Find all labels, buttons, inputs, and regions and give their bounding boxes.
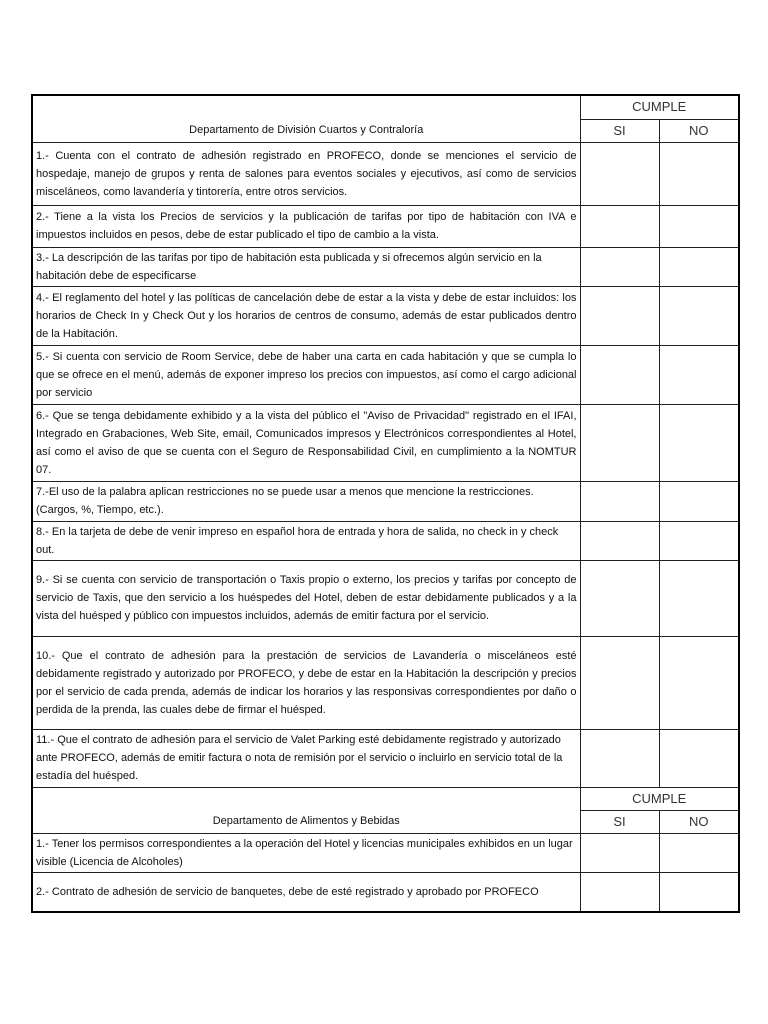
no-checkbox-cell[interactable] — [659, 729, 739, 787]
no-checkbox-cell[interactable] — [659, 872, 739, 912]
si-checkbox-cell[interactable] — [580, 729, 659, 787]
cumple-header: CUMPLE — [580, 95, 739, 119]
no-checkbox-cell[interactable] — [659, 404, 739, 481]
no-checkbox-cell[interactable] — [659, 247, 739, 286]
no-column-header: NO — [659, 119, 739, 142]
si-checkbox-cell[interactable] — [580, 560, 659, 636]
si-checkbox-cell[interactable] — [580, 247, 659, 286]
compliance-checklist-table — [31, 94, 740, 913]
checklist-item: 1.- Cuenta con el contrato de adhesión registrado en PROFECO, donde se menciones el servicio de hospedaje, manejo de grupos y renta de salones para eventos sociales y ejecutivos, así como de servicios misceláneos, como lavandería y tintorería, entre otros servicios. — [32, 142, 580, 205]
si-column-header: SI — [580, 119, 659, 142]
checklist-item: 1.- Tener los permisos correspondientes a la operación del Hotel y licencias municipales exhibidos en un lugar visible (Licencia de Alcoholes) — [32, 833, 580, 872]
checklist-item: 8.- En la tarjeta de debe de venir impreso en español hora de entrada y hora de salida, no check in y check out. — [32, 521, 580, 560]
no-checkbox-cell[interactable] — [659, 286, 739, 345]
checklist-item: 7.-El uso de la palabra aplican restricciones no se puede usar a menos que mencione la restricciones. (Cargos, %, Tiempo, etc.). — [32, 481, 580, 521]
checklist-item: 3.- La descripción de las tarifas por tipo de habitación esta publicada y si ofrecemos algún servicio en la habitación debe de especificarse — [32, 247, 580, 286]
si-checkbox-cell[interactable] — [580, 481, 659, 521]
si-checkbox-cell[interactable] — [580, 636, 659, 729]
si-checkbox-cell[interactable] — [580, 521, 659, 560]
department-header-food-beverage: Departamento de Alimentos y Bebidas — [32, 787, 580, 833]
checklist-item: 5.- Si cuenta con servicio de Room Service, debe de haber una carta en cada habitación y que se cumpla lo que se ofrece en el menú, además de exponer impreso los precios con impuestos, así como el cargo adicional por servicio — [32, 345, 580, 404]
cumple-header: CUMPLE — [580, 787, 739, 810]
si-checkbox-cell[interactable] — [580, 205, 659, 247]
no-checkbox-cell[interactable] — [659, 833, 739, 872]
no-checkbox-cell[interactable] — [659, 560, 739, 636]
si-checkbox-cell[interactable] — [580, 286, 659, 345]
no-checkbox-cell[interactable] — [659, 345, 739, 404]
checklist-item: 4.- El reglamento del hotel y las políticas de cancelación debe de estar a la vista y debe de estar incluidos: los horarios de Check In y Check Out y los horarios de centros de consumo, además de estar publicados dentro de la Habitación. — [32, 286, 580, 345]
no-column-header: NO — [659, 810, 739, 833]
si-checkbox-cell[interactable] — [580, 404, 659, 481]
si-checkbox-cell[interactable] — [580, 345, 659, 404]
checklist-item: 6.- Que se tenga debidamente exhibido y a la vista del público el "Aviso de Privacidad" registrado en el IFAI, Integrado en Grabaciones, Web Site, email, Comunicados impresos y Electrónicos correspondientes al Hotel, así como el aviso de que se cuenta con el Seguro de Responsabilidad Civil, en cumplimiento a la NOMTUR 07. — [32, 404, 580, 481]
checklist-item: 11.- Que el contrato de adhesión para el servicio de Valet Parking esté debidamente registrado y autorizado ante PROFECO, además de emitir factura o nota de remisión por el servicio o incluirlo en servicio total de la estadía del huésped. — [32, 729, 580, 787]
checklist-item: 2.- Tiene a la vista los Precios de servicios y la publicación de tarifas por tipo de habitación con IVA e impuestos incluidos en pesos, debe de estar publicado el tipo de cambio a la vista. — [32, 205, 580, 247]
no-checkbox-cell[interactable] — [659, 142, 739, 205]
department-header-rooms: Departamento de División Cuartos y Contraloría — [32, 95, 580, 142]
no-checkbox-cell[interactable] — [659, 636, 739, 729]
si-checkbox-cell[interactable] — [580, 833, 659, 872]
si-column-header: SI — [580, 810, 659, 833]
no-checkbox-cell[interactable] — [659, 481, 739, 521]
si-checkbox-cell[interactable] — [580, 872, 659, 912]
checklist-item: 2.- Contrato de adhesión de servicio de banquetes, debe de esté registrado y aprobado por PROFECO — [32, 872, 580, 912]
checklist-item: 10.- Que el contrato de adhesión para la prestación de servicios de Lavandería o misceláneos esté debidamente registrado y autorizado por PROFECO, y debe de estar en la Habitación la descripción y precios por el servicio de cada prenda, además de indicar los horarios y las responsivas correspondientes por daño o perdida de la prenda, las cuales debe de firmar el huésped. — [32, 636, 580, 729]
no-checkbox-cell[interactable] — [659, 521, 739, 560]
si-checkbox-cell[interactable] — [580, 142, 659, 205]
checklist-item: 9.- Si se cuenta con servicio de transportación o Taxis propio o externo, los precios y tarifas por concepto de servicio de Taxis, que den servicio a los huéspedes del Hotel, deben de estar debidamente publicados y a la vista del huésped y público con impuestos incluidos, además de emitir factura por el servicio. — [32, 560, 580, 636]
no-checkbox-cell[interactable] — [659, 205, 739, 247]
